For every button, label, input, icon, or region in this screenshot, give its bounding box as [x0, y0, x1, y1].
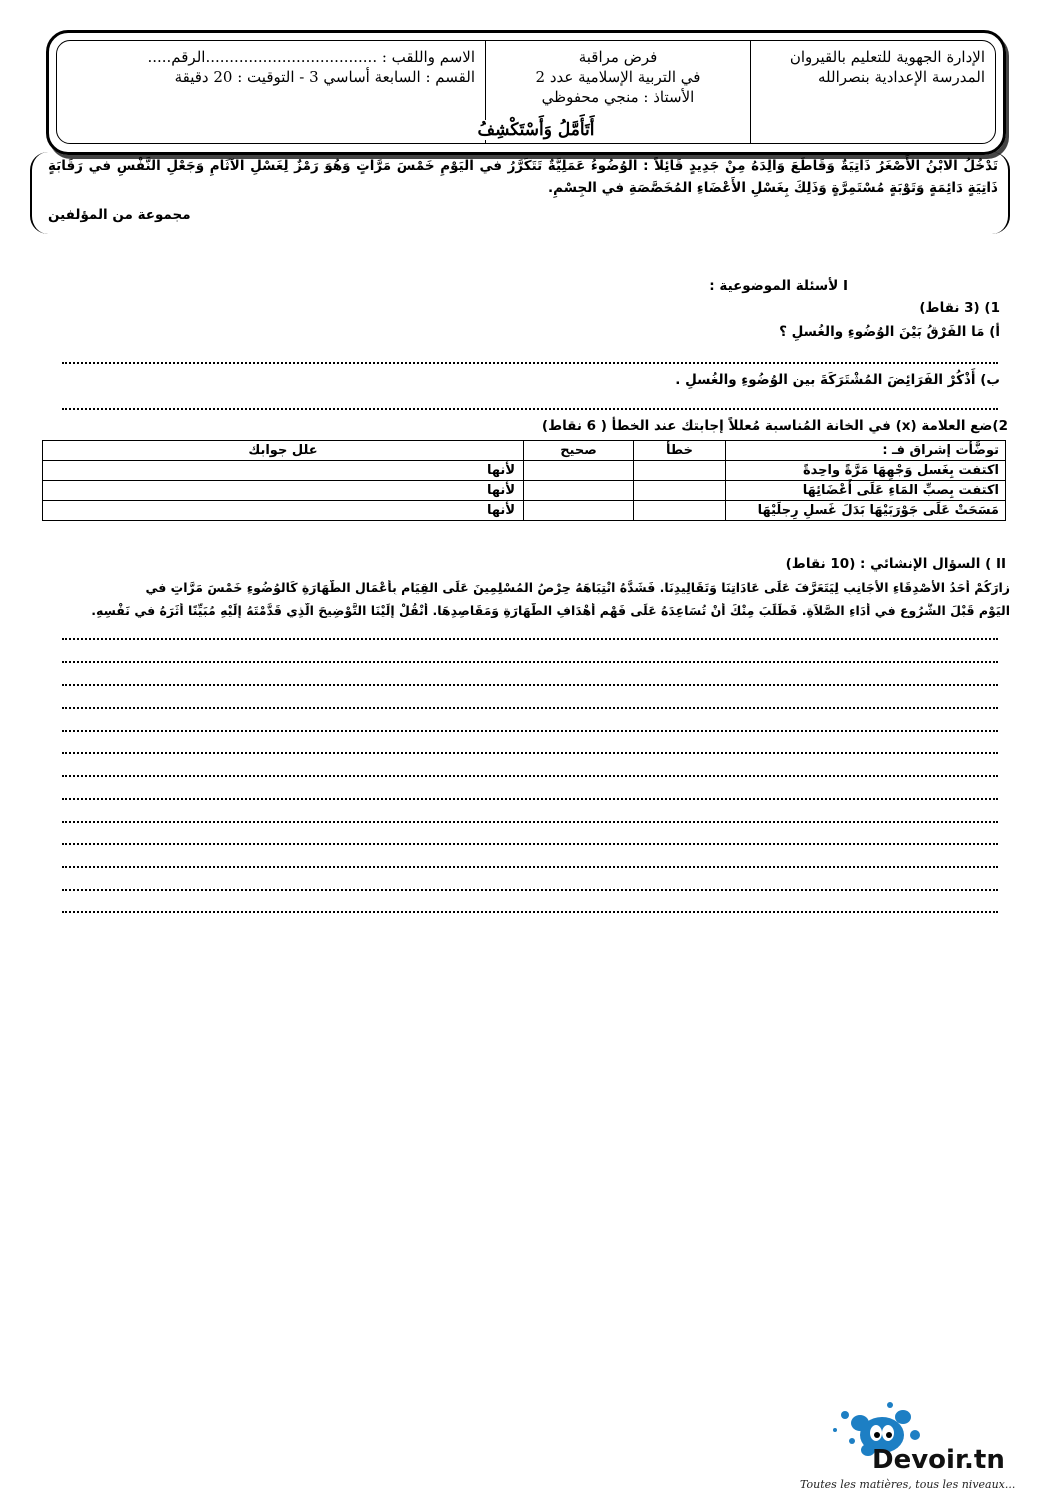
- exam-teacher: الأستاذ : منجي محفوظي: [541, 88, 695, 106]
- part1-title: I لأسئلة الموضوعية :: [709, 278, 848, 294]
- answer-line[interactable]: [62, 752, 998, 754]
- true-false-table: [42, 440, 1006, 521]
- answer-line[interactable]: [62, 821, 998, 823]
- wrong-checkbox-cell[interactable]: [634, 501, 726, 521]
- q1b-text: ب) أَذْكُرْ الفَرَائِضَ المُشْتَرَكَةَ بين الوُضُوءِ والغُسلِ .: [675, 372, 1000, 388]
- passage-source: مجموعة من المؤلفين: [48, 207, 191, 223]
- statement-cell: اكتفت بِصبِّ المَاءِ عَلَى أَعْضَائِهَا: [726, 481, 1006, 501]
- table-row: [43, 501, 1006, 521]
- part2-title: II ) السؤال الإنشائي : (10 نقاط): [785, 556, 1006, 572]
- answer-line[interactable]: [62, 684, 998, 686]
- answer-line[interactable]: [62, 730, 998, 732]
- answer-line[interactable]: [62, 889, 998, 891]
- statement-cell: اكتفت بِغَسل وَجْهِهَا مَرَّةً واحِدةً: [726, 461, 1006, 481]
- logo-wordmark: Devoir.tn: [872, 1445, 1005, 1475]
- justify-label: لأنها: [486, 463, 515, 478]
- exam-type: فرض مراقبة: [578, 48, 658, 66]
- statement-cell: مَسَحَتْ عَلَى جَوْرَبَيْهَا بَدَلَ غَسلِ رِجلَيْهَا: [726, 501, 1006, 521]
- header-institution: [750, 41, 995, 143]
- answer-line[interactable]: [62, 661, 998, 663]
- q1-label: 1) (3 نقاط): [919, 300, 1000, 316]
- header-justify: علل جوابك: [43, 441, 524, 461]
- answer-line[interactable]: [62, 408, 998, 410]
- correct-checkbox-cell[interactable]: [524, 501, 634, 521]
- header-statement: توضَّأت إشراق فـ :: [726, 441, 1006, 461]
- table-row: [43, 481, 1006, 501]
- justify-label: لأنها: [486, 503, 515, 518]
- wrong-checkbox-cell[interactable]: [634, 461, 726, 481]
- justify-cell[interactable]: [43, 501, 524, 521]
- justify-cell[interactable]: [43, 461, 524, 481]
- answer-line[interactable]: [62, 638, 998, 640]
- student-name-line: الاسم واللقب : ....................................الرقم.....: [147, 48, 475, 66]
- passage-text: تَدْخُلُ الابْنُ الأَصْغَرُ ذَاتِيَةٌ وَقَاطَعَ وَالِدَهُ مِنْ جَدِيدٍ قَائِلاً : الوُضُوءُ عَمَلِيَّةٌ تَتَكَرَّرُ في اليَوْمِ خَمْسَ مَرَّاتٍ وَهُوَ رَمْزٌ لِغَسْلِ الآثَامِ وَجَعْلِ النَّفْسِ في رَقَابَةٍ ذَاتِيَةٍ دَائِمَةٍ وَتَوْبَةٍ مُسْتَمِرَّةٍ وَذَلِكَ بِغَسْلِ الأَعْضَاءِ المُخَصَّصَةِ في الجِسْمِ.: [48, 158, 998, 196]
- answer-line[interactable]: [62, 362, 998, 364]
- table-header-row: [43, 441, 1006, 461]
- q2-text: 2)ضع العلامة (x) في الخانة المُناسبة مُعللاً إجابتك عند الخطأ ( 6 نقاط): [541, 418, 1008, 434]
- correct-checkbox-cell[interactable]: [524, 481, 634, 501]
- part2-prompt-line2: اليَوْمِ قَبْلَ الشُّرُوعِ في أَدَاءِ الصَّلاَةِ. فَطَلَبَ مِنْكَ أَنْ تُسَاعِدَهُ عَلَى فَهْمِ أَهْدَافِ الطَّهَارَةِ وَمَقَاصِدِهَا. أَنْقُلْ إِلَيْنَا التَّوْضِيحَ الَّذِي قَدَّمْتَهُ إِلَيْهِ مُبَيِّنًا أَثَرَهُ في نَفْسِهِ.: [91, 603, 1010, 618]
- answer-line[interactable]: [62, 707, 998, 709]
- justify-cell[interactable]: [43, 481, 524, 501]
- class-time-line: القسم : السابعة أساسي 3 - التوقيت : 20 دقيقة: [174, 68, 475, 86]
- answer-line[interactable]: [62, 775, 998, 777]
- exam-subject: في التربية الإسلامية عدد 2: [535, 68, 701, 86]
- school-name: المدرسة الإعدادية بنصرالله: [817, 68, 985, 86]
- logo-tagline: Toutes les matières, tous les niveaux...: [800, 1478, 1016, 1491]
- section-title: أَتَأَمَّلُ وَأَسْتَكْشِفُ: [380, 120, 692, 140]
- q1a-text: أ) مَا الفَرْقُ بَيْنَ الوُضُوءِ والغُسلِ ؟: [779, 324, 1000, 340]
- wrong-checkbox-cell[interactable]: [634, 481, 726, 501]
- correct-checkbox-cell[interactable]: [524, 461, 634, 481]
- table-row: [43, 461, 1006, 481]
- part2-prompt-line1: زارَكُمْ أَحَدُ الأَصْدِقَاءِ الأَجَانِبِ لِيَتَعَرَّفَ عَلَى عَادَاتِنَا وَتَقَالِيدِنَا. فَشَدَّهُ انْتِبَاهَهُ حِرْصُ المُسْلِمِينَ عَلَى القِيَامِ بِأَعْمَالِ الطَّهَارَةِ كَالوُضُوءِ خَمْسَ مَرَّاتٍ في: [145, 580, 1010, 595]
- answer-line[interactable]: [62, 798, 998, 800]
- answer-line[interactable]: [62, 911, 998, 913]
- answer-line[interactable]: [62, 866, 998, 868]
- header-wrong: خطأ: [634, 441, 726, 461]
- region-name: الإدارة الجهوية للتعليم بالقيروان: [789, 48, 985, 66]
- justify-label: لأنها: [486, 483, 515, 498]
- answer-line[interactable]: [62, 843, 998, 845]
- header-correct: صحيح: [524, 441, 634, 461]
